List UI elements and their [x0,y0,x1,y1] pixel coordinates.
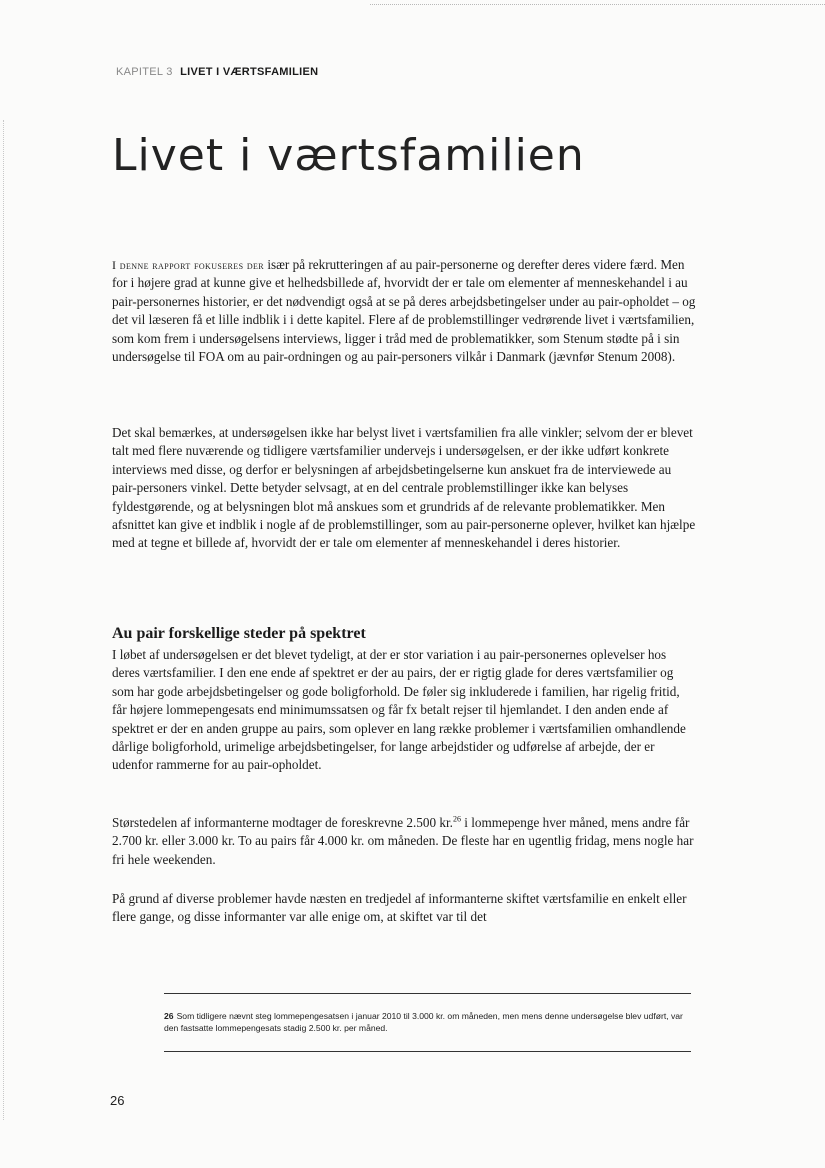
paragraph-pocket-money-text-a: Størstedelen af informanterne modtager de foreskrevne 2.500 kr. [112,815,453,830]
page-number: 26 [110,1093,125,1108]
footnote-number: 26 [164,1011,174,1021]
paragraph-scope: Det skal bemærkes, at undersøgelsen ikke har belyst livet i værtsfamilien fra alle vinkler; selvom der er blevet talt med flere nuværende og tidligere værtsfamilier undervejs i undersøgelsen, er der ikke udført konkrete interviews med disse, og derfor er belysningen af arbejdsbetingelserne kun anskuet fra de interviewede au pair-personers vinkel. Dette betyder selvsagt, at en del centrale problemstillinger ikke kan belyses fyldestgørende, og at belysningen blot må anskues som et grundrids af de relevante problematikker. Men afsnittet kan give et indblik i nogle af de problemstillinger, som au pair-personerne oplever, hvilket kan hjælpe med at tegne et billede af, hvorvidt der er tale om elementer af menneskehandel i deres historier. [112,425,696,551]
paragraph-intro-text: især på rekrutteringen af au pair-personerne og derefter deres videre færd. Men for i højere grad at kunne give et helhedsbillede af, hvorvidt der er tale om elementer af menneskehandel i au pair-personernes historier, er det nødvendigt også at se på deres arbejdsbetingelser under au pair-opholdet – og det vil læseren få et lille indblik i i dette kapitel. Flere af de problemstillinger vedrørende livet i værtsfamilien, som kom frem i undersøgelsens interviews, ligger i tråd med de problematikker, som Stenum stødte på i sin undersøgelse til FOA om au pair-ordningen og au pair-personers vilkår i Danmark (jævnfør Stenum 2008). [112,257,696,365]
running-head [116,66,318,78]
footnote [164,1011,691,1034]
paragraph-family-change: På grund af diverse problemer havde næsten en tredjedel af informanterne skiftet værtsfamilie en enkelt eller flere gange, og disse informanter var alle enige om, at skiftet var til det [112,891,687,925]
chapter-name: LIVET I VÆRTSFAMILIEN [180,66,319,78]
paragraph-lead-in: I denne rapport fokuseres der [112,258,265,272]
scan-edge-top [370,4,825,5]
scan-edge-left [3,120,4,1120]
paragraph-spectrum: I løbet af undersøgelsen er det blevet tydeligt, at der er stor variation i au pair-personernes oplevelser hos deres værtsfamilier. I den ene ende af spektret er der au pairs, der er rigtig glade for deres værtsfamilier og som har gode arbejdsbetingelser og gode boligforhold. De føler sig inkluderede i familien, har rigelig fritid, får højere lommepengesats end minimumssatsen og får fx betalt rejser til hjemlandet. I den anden ende af spektret er der en anden gruppe au pairs, som oplever en lang række problemer i værtsfamilien omhandlende dårlige boligforhold, urimelige arbejdsbetingelser, for lange arbejdstider og udførelse af arbejde, der er udenfor rammerne for au pair-opholdet. [112,647,686,773]
paragraph-intro [112,256,696,366]
paragraph-pocket-money-text-b: i lommepenge hver måned, mens andre får 2.700 kr. eller 3.000 kr. To au pairs får 4.000 kr. om måneden. De fleste har en ugentlig fridag, mens nogle har fri hele weekenden. [112,815,694,867]
section-heading: Au pair forskellige steder på spektret [112,625,366,642]
chapter-label: KAPITEL 3 [116,66,173,78]
chapter-title: Livet i værtsfamilien [112,130,585,181]
paragraph-pocket-money [112,814,696,869]
footnote-rule-top [164,993,691,994]
footnote-reference[interactable]: 26 [452,814,461,824]
footnote-text: Som tidligere nævnt steg lommepengesatsen i januar 2010 til 3.000 kr. om måneden, men mens denne undersøgelse blev udført, var den fastsatte lommepengesats stadig 2.500 kr. per måned. [164,1011,683,1033]
footnote-rule-bottom [164,1051,691,1052]
